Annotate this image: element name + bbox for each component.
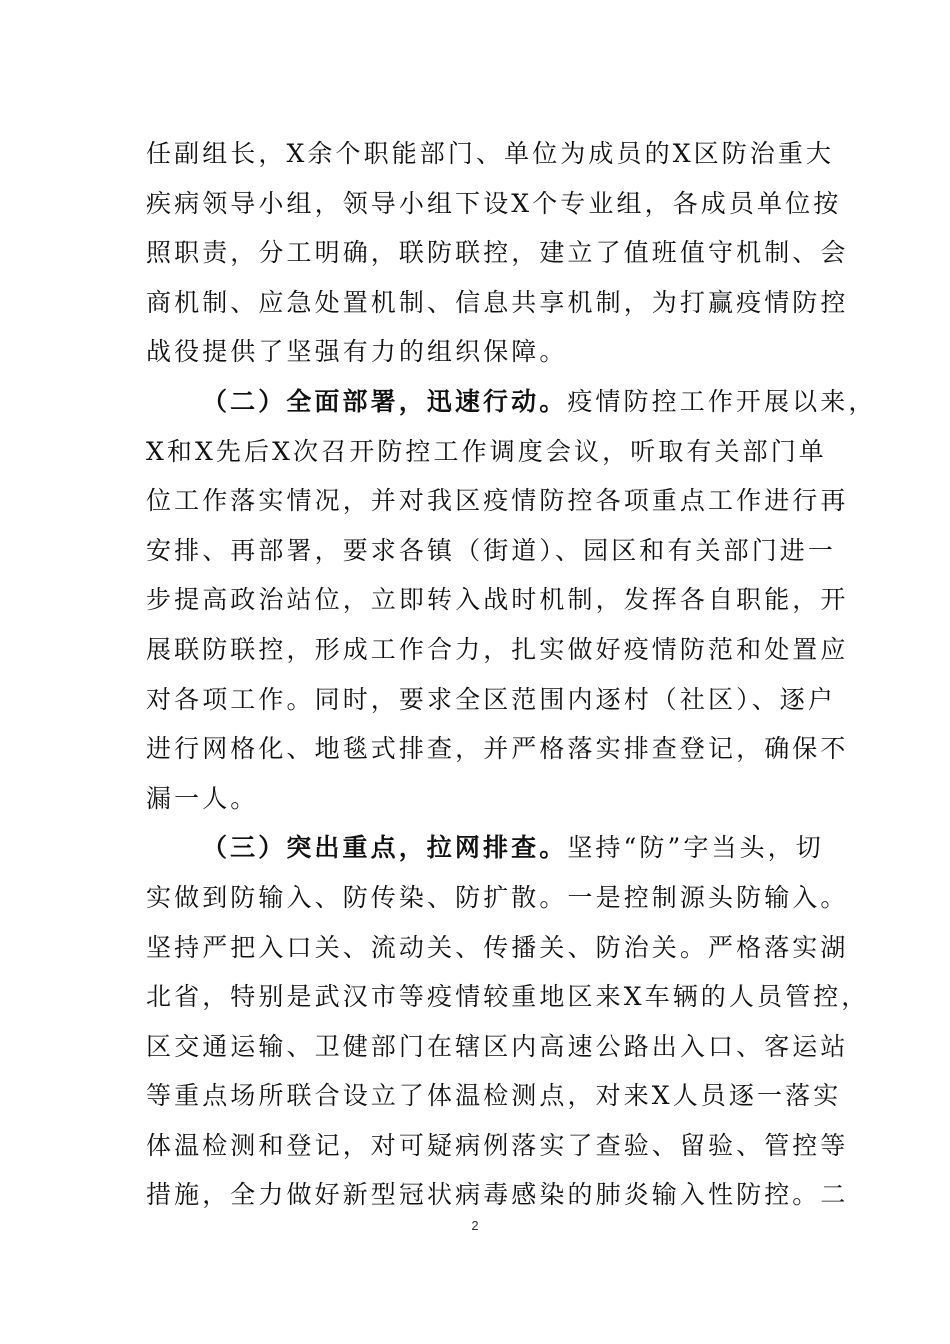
text-line — [146, 427, 827, 477]
line-text: 进行网格化、地毯式排查，并严格落实排查登记，确保不 — [146, 734, 849, 764]
text-line — [146, 873, 849, 923]
text-line — [146, 1022, 849, 1072]
text-line — [146, 179, 842, 229]
line-text: 区交通运输、卫健部门在辖区内高速公路出入口、客运站 — [146, 1031, 849, 1061]
text-line — [146, 1071, 842, 1121]
text-line — [146, 575, 849, 625]
line-text: 安排、再部署，要求各镇（街道）、园区和有关部门进一 — [146, 535, 837, 565]
text-line — [146, 228, 849, 278]
line-text: 照职责，分工明确，联防联控，建立了值班值守机制、会 — [146, 238, 849, 268]
section-heading: （二）全面部署，迅速行动。 — [202, 386, 568, 416]
line-text: 措施，全力做好新型冠状病毒感染的肺炎输入性防控。二 — [146, 1180, 849, 1210]
page-number: 2 — [471, 1218, 479, 1233]
text-line — [146, 724, 849, 774]
text-line — [146, 526, 837, 576]
text-line — [146, 377, 877, 427]
text-line — [146, 972, 870, 1022]
line-text: 商机制、应急处置机制、信息共享机制，为打赢疫情防控 — [146, 287, 849, 317]
line-text: 对各项工作。同时，要求全区范围内逐村（社区）、逐户 — [146, 684, 837, 714]
line-text: 展联防联控，形成工作合力，扎实做好疫情防范和处置应 — [146, 634, 849, 664]
line-text: 体温检测和登记，对可疑病例落实了查验、留验、管控等 — [146, 1130, 849, 1160]
text-line — [146, 625, 849, 675]
text-line — [146, 823, 824, 873]
text-line — [146, 129, 835, 179]
line-text: 实做到防输入、防传染、防扩散。一是控制源头防输入。 — [146, 882, 849, 912]
line-text: 北省，特别是武汉市等疫情较重地区来X车辆的人员管控， — [146, 982, 870, 1012]
text-line — [146, 476, 849, 526]
text-line — [146, 327, 808, 377]
line-text: 疫情防控工作开展以来， — [567, 386, 877, 416]
text-line — [146, 278, 849, 328]
body-text — [146, 129, 877, 1220]
text-line — [146, 1170, 849, 1220]
section-heading: （三）突出重点，拉网排查。 — [202, 833, 568, 863]
text-line — [146, 675, 837, 725]
line-text: 疾病领导小组，领导小组下设X个专业组，各成员单位按 — [146, 188, 842, 218]
line-text: 战役提供了坚强有力的组织保障。 — [146, 337, 568, 367]
line-text: 坚持“防”字当头，切 — [567, 833, 824, 863]
line-text: 坚持严把入口关、流动关、传播关、防治关。严格落实湖 — [146, 932, 849, 962]
text-line — [146, 1121, 849, 1171]
text-line — [146, 774, 808, 824]
line-text: 等重点场所联合设立了体温检测点，对来X人员逐一落实 — [146, 1081, 842, 1111]
line-text: 步提高政治站位，立即转入战时机制，发挥各自职能，开 — [146, 585, 849, 615]
text-line — [146, 923, 849, 973]
line-text: 任副组长，X余个职能部门、单位为成员的X区防治重大 — [146, 139, 835, 168]
line-text: 漏一人。 — [146, 783, 259, 813]
line-text: 位工作落实情况，并对我区疫情防控各项重点工作进行再 — [146, 486, 849, 516]
line-text: X和X先后X次召开防控工作调度会议，听取有关部门单 — [146, 436, 827, 466]
